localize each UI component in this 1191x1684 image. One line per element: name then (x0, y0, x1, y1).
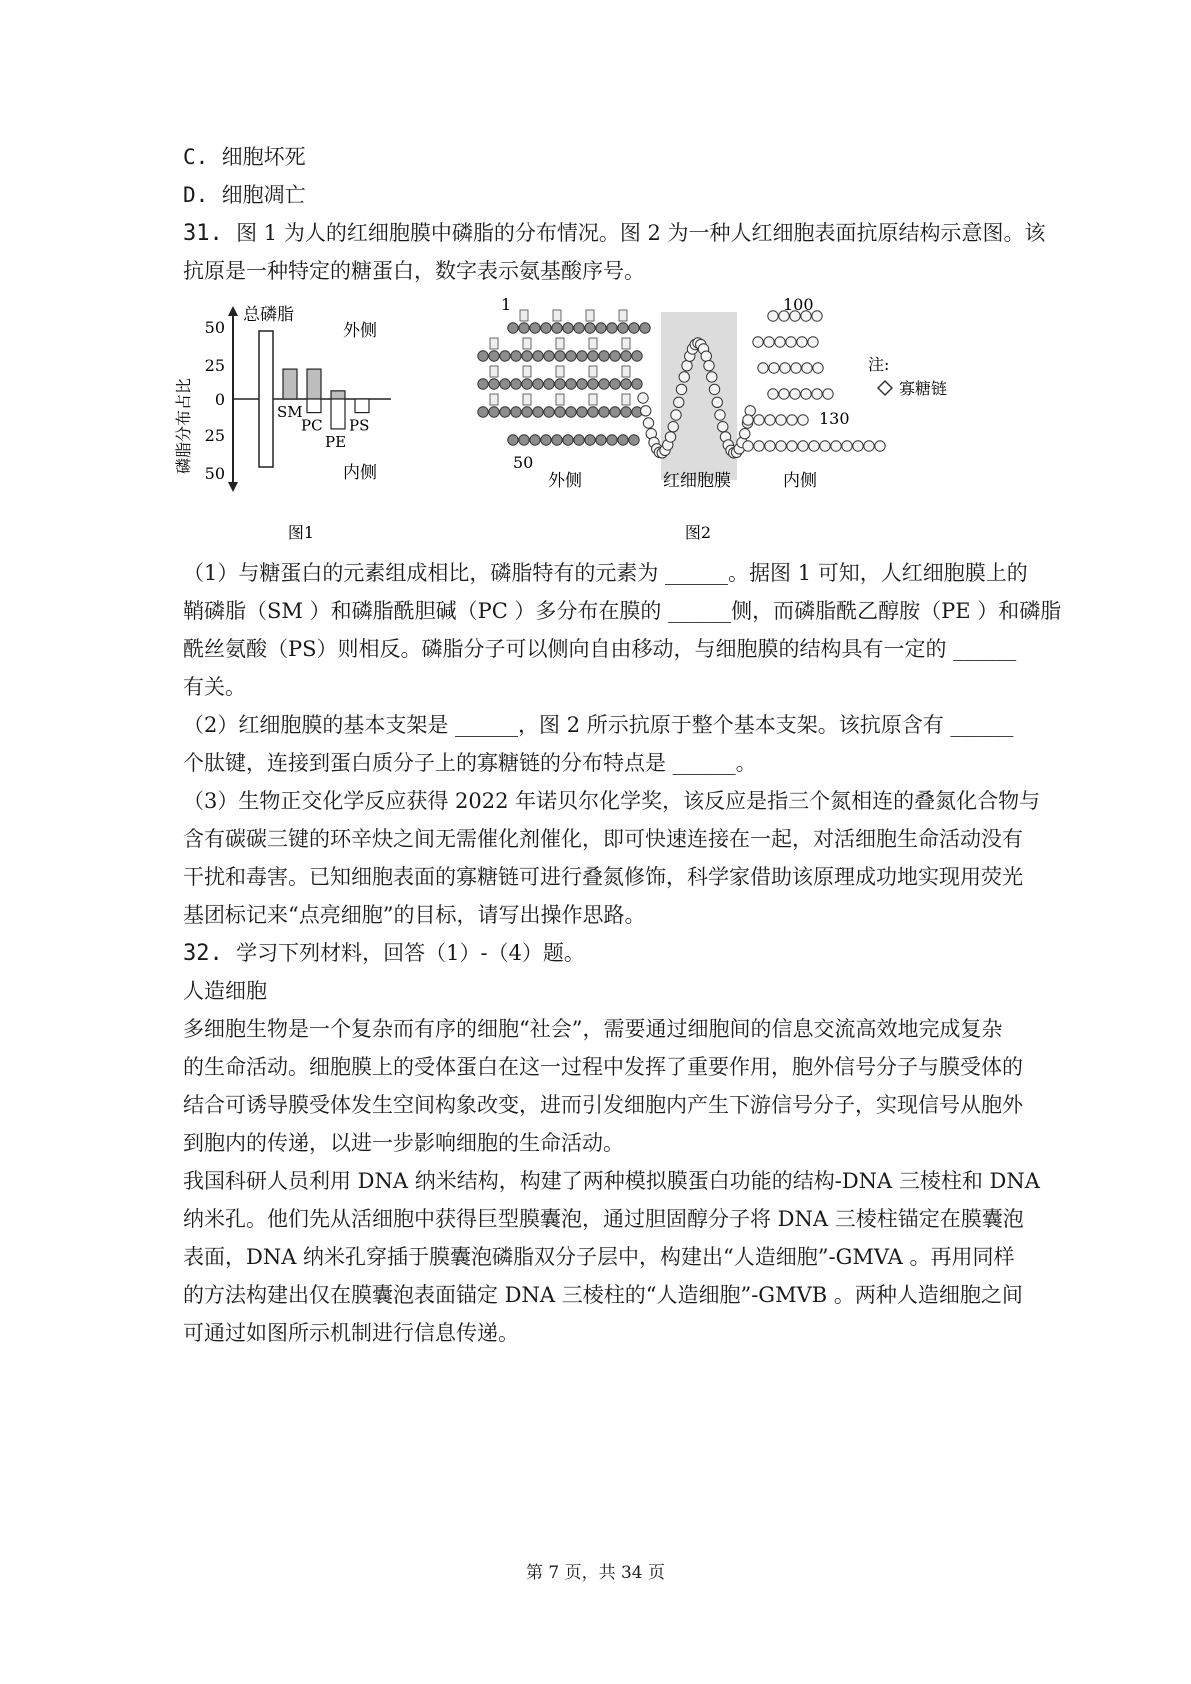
fig2-bead (682, 360, 692, 370)
fig2-bead (802, 363, 812, 373)
q32-para1-line: 到胞内的传递，以进一步影响细胞的生命活动。 (183, 1131, 624, 1155)
fig1-bar-label: PS (349, 416, 370, 435)
q32-para1-line: 的生命活动。细胞膜上的受体蛋白在这一过程中发挥了重要作用，胞外信号分子与膜受体的 (183, 1055, 1023, 1079)
q31-p1-line: 有关。 (183, 675, 246, 699)
fig2-glycan (619, 310, 627, 321)
q32-para2-line: 纳米孔。他们先从活细胞中获得巨型膜囊泡，通过胆固醇分子将 DNA 三棱柱锚定在膜囊泡 (183, 1207, 1024, 1231)
option-d-text: 细胞凋亡 (221, 183, 306, 207)
fig2-bead (588, 351, 598, 361)
fig2-bead (754, 441, 764, 451)
fig1-bar-label: PC (301, 416, 323, 435)
fig2-bead (511, 351, 521, 361)
fig2-bead (707, 372, 717, 382)
fig2-bead (812, 389, 822, 399)
fig2-bead (577, 351, 587, 361)
fig2-bead (718, 422, 728, 432)
fig2-bead (610, 379, 620, 389)
fig1-caption: 图1 (287, 523, 315, 542)
fig2-bead (596, 323, 606, 333)
option-c-letter: C. (183, 145, 209, 169)
fig2-label-130: 130 (819, 409, 850, 428)
fig2-bead (808, 337, 818, 347)
fig2-glycan (490, 366, 498, 377)
q32-para1-line: 结合可诱导膜受体发生空间构象改变，进而引发细胞内产生下游信号分子，实现信号从胞外 (183, 1093, 1023, 1117)
fig2-bead (574, 435, 584, 445)
q31-part2 (183, 706, 1033, 782)
q31-p3-line: 干扰和毒害。已知细胞表面的寡糖链可进行叠氮修饰，科学家借助该原理成功地实现用荧光 (183, 865, 1023, 889)
fig2-bead (632, 379, 642, 389)
fig2-bead (563, 323, 573, 333)
fig2-glycan (556, 366, 564, 377)
fig2-inner-label: 内侧 (783, 471, 817, 491)
fig2-glycan (553, 310, 561, 321)
fig2-bead (768, 389, 778, 399)
fig2-bead (676, 384, 686, 394)
q31-p2-line: 个肽键，连接到蛋白质分子上的寡糖链的分布特点是 ______。 (183, 751, 757, 775)
option-d (183, 176, 1033, 214)
fig2-bead (743, 441, 753, 451)
figure2 (478, 295, 947, 542)
fig2-bead (588, 379, 598, 389)
fig2-bead (574, 323, 584, 333)
fig2-bead (776, 415, 786, 425)
fig1-ylabel: 磷脂分布占比 (174, 377, 193, 475)
fig2-bead (541, 435, 551, 445)
fig2-glycan (589, 338, 597, 349)
fig2-bead (813, 363, 823, 373)
q32-para2-line: 我国科研人员利用 DNA 纳米结构，构建了两种模拟膜蛋白功能的结构-DNA 三棱柱和 DNA (183, 1169, 1040, 1193)
fig2-glycan (490, 338, 498, 349)
fig1-tick-3: 25 (204, 426, 225, 445)
fig2-bead (668, 422, 678, 432)
fig2-bead (629, 435, 639, 445)
fig2-bead (588, 407, 598, 417)
fig1-bar-outside (307, 369, 321, 399)
fig2-label-100: 100 (783, 295, 814, 314)
fig2-bead (640, 323, 650, 333)
fig2-bead (786, 337, 796, 347)
fig2-bead (478, 379, 488, 389)
fig2-bead (765, 415, 775, 425)
q31-part3 (183, 782, 1041, 934)
q31-p1-line: 鞘磷脂（SM ）和磷脂酰胆碱（PC ）多分布在膜的 ______侧，而磷脂酰乙醇胺（PE ）和磷脂 (183, 599, 1062, 623)
fig2-bead (671, 410, 681, 420)
fig2-label-50: 50 (513, 453, 534, 472)
q31-p2-line: （2）红细胞膜的基本支架是 ______，图 2 所示抗原于整个基本支架。该抗原含有 ______ (183, 713, 1014, 737)
fig2-bead (555, 407, 565, 417)
fig2-bead (875, 441, 885, 451)
fig2-bead (478, 351, 488, 361)
fig1-arrow-top (228, 306, 238, 316)
fig1-bar-label: PE (325, 432, 347, 451)
option-c-text: 细胞坏死 (221, 145, 306, 169)
fig2-bead (809, 441, 819, 451)
fig1-bar-label: SM (277, 403, 303, 421)
fig2-glycan (523, 394, 531, 405)
fig2-bead (743, 415, 753, 425)
q32-stem-text: 学习下列材料，回答（1）-（4）题。 (236, 941, 585, 965)
fig2-bead (632, 351, 642, 361)
fig2-bead (489, 407, 499, 417)
fig1-inner-label: 内侧 (343, 463, 377, 483)
fig2-bead (754, 415, 764, 425)
fig2-bead (533, 407, 543, 417)
content (174, 138, 1062, 1352)
fig2-bead (500, 379, 510, 389)
fig2-bead (758, 363, 768, 373)
fig2-bead (478, 407, 488, 417)
fig2-bead (544, 379, 554, 389)
fig1-tick-4: 50 (204, 464, 225, 483)
fig2-bead (533, 379, 543, 389)
fig2-bead (709, 384, 719, 394)
fig2-bead (787, 441, 797, 451)
fig2-bead (555, 379, 565, 389)
fig2-bead (544, 407, 554, 417)
fig2-bead (577, 379, 587, 389)
fig1-bar-inside (355, 399, 369, 413)
fig2-bead (610, 407, 620, 417)
fig2-bead (566, 407, 576, 417)
fig2-bead (797, 337, 807, 347)
fig1-bar-inside (307, 399, 321, 413)
fig2-glycan (586, 310, 594, 321)
fig1-bar-total (259, 331, 273, 467)
q31-p1-line: 酰丝氨酸（PS）则相反。磷脂分子可以侧向自由移动，与细胞膜的结构具有一定的 ______ (183, 637, 1017, 661)
fig1-tick-0: 50 (204, 318, 225, 337)
fig2-bead (801, 389, 811, 399)
fig1-arrow-bottom (228, 482, 238, 492)
fig2-bead (701, 351, 711, 361)
fig2-bead (530, 435, 540, 445)
fig2-outer-label: 外侧 (548, 471, 582, 491)
fig2-glycan (622, 394, 630, 405)
fig2-bead (791, 363, 801, 373)
fig2-bead (679, 372, 689, 382)
q31-part1 (183, 554, 1062, 706)
fig2-bead (522, 379, 532, 389)
fig2-bead (823, 389, 833, 399)
q31-p3-line: 基团标记来“点亮细胞”的目标，请写出操作思路。 (183, 903, 646, 927)
q31-p3-line: （3）生物正交化学反应获得 2022 年诺贝尔化学奖，该反应是指三个氮相连的叠氮化合物与 (183, 789, 1041, 813)
q31-stem-line1 (183, 214, 1046, 252)
q32-para2 (183, 1162, 1040, 1352)
q31-figure (174, 295, 1033, 548)
fig2-glycan (490, 394, 498, 405)
fig1-tick-1: 25 (204, 356, 225, 375)
fig2-bead (489, 351, 499, 361)
fig2-bead (775, 337, 785, 347)
fig2-glycan (520, 310, 528, 321)
fig2-bead (621, 379, 631, 389)
fig2-glycan (589, 366, 597, 377)
fig2-bead (798, 415, 808, 425)
fig2-bead (552, 323, 562, 333)
fig2-bead (776, 441, 786, 451)
fig2-bead (596, 435, 606, 445)
fig2-bead (500, 407, 510, 417)
fig2-bead (638, 393, 648, 403)
fig2-bead (489, 379, 499, 389)
fig2-bead (790, 389, 800, 399)
q32-para1 (183, 1010, 1033, 1162)
q32-para1-line: 多细胞生物是一个复杂而有序的细胞“社会”，需要通过细胞间的信息交流高效地完成复杂 (183, 1017, 1003, 1041)
fig2-bead (610, 351, 620, 361)
fig2-glycan (556, 338, 564, 349)
fig1-bar-inside (331, 399, 345, 429)
fig2-bead (541, 323, 551, 333)
fig2-bead (641, 406, 651, 416)
fig2-bead (780, 363, 790, 373)
fig2-bead (519, 323, 529, 333)
fig2-bead (552, 435, 562, 445)
fig2-bead (629, 323, 639, 333)
fig2-bead (577, 407, 587, 417)
fig2-glycan (523, 338, 531, 349)
fig2-label-1: 1 (501, 295, 512, 314)
fig2-bead (643, 418, 653, 428)
figure-svg (174, 295, 1033, 548)
fig2-bead (621, 351, 631, 361)
page-footer: 第 7 页，共 34 页 (525, 1563, 666, 1583)
fig2-bead (511, 407, 521, 417)
fig2-glycan (622, 338, 630, 349)
q31-stem-line2: 抗原是一种特定的糖蛋白，数字表示氨基酸序号。 (183, 259, 645, 283)
fig2-bead (618, 323, 628, 333)
fig2-bead (566, 351, 576, 361)
fig2-bead (563, 435, 573, 445)
fig2-bead (585, 435, 595, 445)
fig2-bead (768, 311, 778, 321)
fig1-title: 总磷脂 (243, 305, 294, 325)
fig2-bead (511, 379, 521, 389)
fig2-bead (566, 379, 576, 389)
fig2-glycan (556, 394, 564, 405)
fig2-bead (585, 323, 595, 333)
fig2-bead (831, 441, 841, 451)
fig2-bead (607, 435, 617, 445)
fig2-caption: 图2 (684, 523, 712, 542)
fig1-outer-label: 外侧 (343, 321, 377, 341)
figure1 (174, 305, 391, 542)
fig2-bead (530, 323, 540, 333)
fig2-bead (621, 407, 631, 417)
q31-number: 31. (183, 221, 223, 246)
option-d-letter: D. (183, 183, 209, 207)
fig2-bead (853, 441, 863, 451)
fig2-bead (753, 337, 763, 347)
fig2-bead (665, 432, 675, 442)
q32-para2-line: 的方法构建出仅在膜囊泡表面锚定 DNA 三棱柱的“人造细胞”-GMVB 。两种人造细胞之间 (183, 1283, 1023, 1307)
fig2-bead (864, 441, 874, 451)
fig2-bead (779, 389, 789, 399)
fig2-note-item: 寡糖链 (899, 379, 948, 398)
fig2-bead (508, 323, 518, 333)
option-c (183, 138, 1033, 176)
fig2-bead (798, 441, 808, 451)
q31-p3-line: 含有碳碳三键的环辛炔之间无需催化剂催化，即可快速连接在一起，对活细胞生命活动没有 (183, 827, 1023, 851)
fig2-bead (519, 435, 529, 445)
fig2-bead (533, 351, 543, 361)
fig2-bead (674, 397, 684, 407)
fig2-bead (508, 435, 518, 445)
q32-number: 32. (183, 941, 223, 966)
fig2-bead (769, 363, 779, 373)
fig2-membrane-label: 红细胞膜 (663, 471, 731, 491)
fig2-bead (522, 407, 532, 417)
fig1-bar-outside (331, 391, 345, 399)
fig2-bead (704, 360, 714, 370)
fig2-bead (618, 435, 628, 445)
fig1-tick-2: 0 (214, 390, 225, 409)
fig2-bead (544, 351, 554, 361)
fig2-note-title: 注: (868, 355, 890, 374)
q32-stem (183, 934, 1033, 972)
fig2-bead (842, 441, 852, 451)
fig2-bead (500, 351, 510, 361)
fig2-bead (820, 441, 830, 451)
fig2-bead (715, 410, 725, 420)
q32-heading: 人造细胞 (183, 979, 267, 1003)
fig2-glycan (523, 366, 531, 377)
fig2-bead (599, 379, 609, 389)
fig2-bead (599, 351, 609, 361)
fig2-bead (787, 415, 797, 425)
q32-para2-line: 可通过如图所示机制进行信息传递。 (183, 1321, 519, 1345)
fig2-bead (712, 397, 722, 407)
fig2-note-glycan-icon (878, 381, 892, 395)
fig2-bead (555, 351, 565, 361)
q31-stem1: 图 1 为人的红细胞膜中磷脂的分布情况。图 2 为一种人红细胞表面抗原结构示意图。该 (236, 221, 1046, 245)
fig2-bead (740, 429, 750, 439)
fig2-glycan (622, 366, 630, 377)
fig2-glycan (589, 394, 597, 405)
fig2-bead (764, 337, 774, 347)
fig1-bar-outside (283, 369, 297, 399)
fig2-membrane-band (661, 312, 737, 480)
q32-para2-line: 表面，DNA 纳米孔穿插于膜囊泡磷脂双分子层中，构建出“人造细胞”-GMVA 。再用同样 (183, 1245, 1015, 1269)
fig2-bead (765, 441, 775, 451)
q31-p1-line: （1）与糖蛋白的元素组成相比，磷脂特有的元素为 ______。据图 1 可知，人红细胞膜上的 (183, 561, 1028, 585)
fig2-bead (607, 323, 617, 333)
fig2-bead (522, 351, 532, 361)
fig2-bead (599, 407, 609, 417)
